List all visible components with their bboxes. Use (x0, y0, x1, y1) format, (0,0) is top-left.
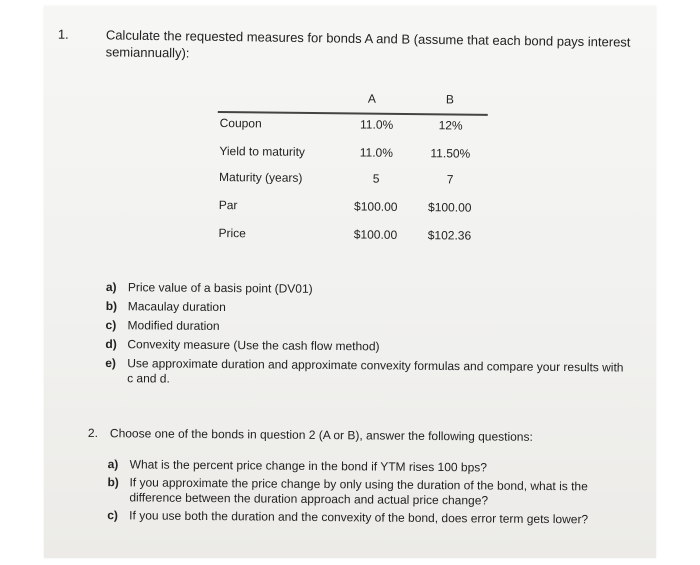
table-row-coupon (218, 116, 490, 137)
column-header-b: B (445, 92, 455, 107)
part-text: Price value of a basis point (DV01) (127, 280, 313, 296)
part-letter: a) (105, 279, 117, 295)
row-label: Par (218, 198, 238, 213)
cell-a: $100.00 (354, 199, 398, 214)
part-letter: c) (107, 508, 118, 523)
question-2-number: 2. (87, 426, 99, 441)
part-text: Modified duration (127, 318, 220, 333)
cell-b: 11.50% (430, 146, 471, 161)
cell-b: 12% (438, 118, 463, 133)
part-letter: a) (107, 457, 119, 472)
question-2-parts (107, 457, 608, 527)
cell-b: $100.00 (428, 200, 472, 215)
cell-a: $100.00 (353, 227, 398, 242)
table-row-par (217, 198, 489, 219)
part-text: If you approximate the price change by only using the duration of the bond, what is the difference between the duration approach and actual price change? (129, 475, 588, 508)
cell-b: 7 (446, 172, 454, 187)
table-row-price (216, 226, 488, 247)
question-1-text: Calculate the requested measures for bonds A and B (assume that each bond pays interest semiannually): (105, 27, 631, 61)
row-label: Price (218, 226, 246, 241)
table-row-ytm (217, 144, 489, 165)
row-label: Coupon (219, 116, 262, 131)
part-letter: c) (105, 317, 117, 333)
question-2 (87, 426, 608, 531)
row-label: Maturity (years) (219, 170, 303, 185)
column-header-a: A (367, 91, 377, 106)
part-letter: b) (105, 298, 118, 314)
cell-a: 5 (372, 171, 380, 186)
table-row-maturity (217, 170, 489, 191)
list-item (107, 475, 607, 509)
part-text: If you use both the duration and the convexity of the bond, does error term gets lower? (129, 508, 589, 527)
question-1-parts (105, 278, 626, 391)
part-letter: d) (105, 336, 117, 352)
question-2-text: Choose one of the bonds in question 2 (A or B), answer the following questions: (109, 426, 533, 444)
part-text: Macaulay duration (127, 299, 226, 315)
part-letter: b) (107, 475, 119, 490)
cell-a: 11.0% (359, 117, 394, 132)
list-item (105, 354, 625, 391)
part-text: What is the percent price change in the bond if YTM rises 100 bps? (129, 457, 488, 475)
part-text: Use approximate duration and approximate convexity formulas and compare your results with c and d. (127, 356, 624, 386)
cell-a: 11.0% (359, 145, 393, 160)
part-text: Convexity measure (Use the cash flow method) (127, 337, 380, 354)
list-item (108, 457, 608, 476)
cell-b: $102.36 (427, 228, 472, 243)
part-letter: e) (105, 355, 116, 371)
question-2-header (88, 426, 608, 446)
list-item (107, 508, 607, 527)
row-label: Yield to maturity (219, 144, 306, 159)
question-1-number: 1. (57, 26, 69, 42)
